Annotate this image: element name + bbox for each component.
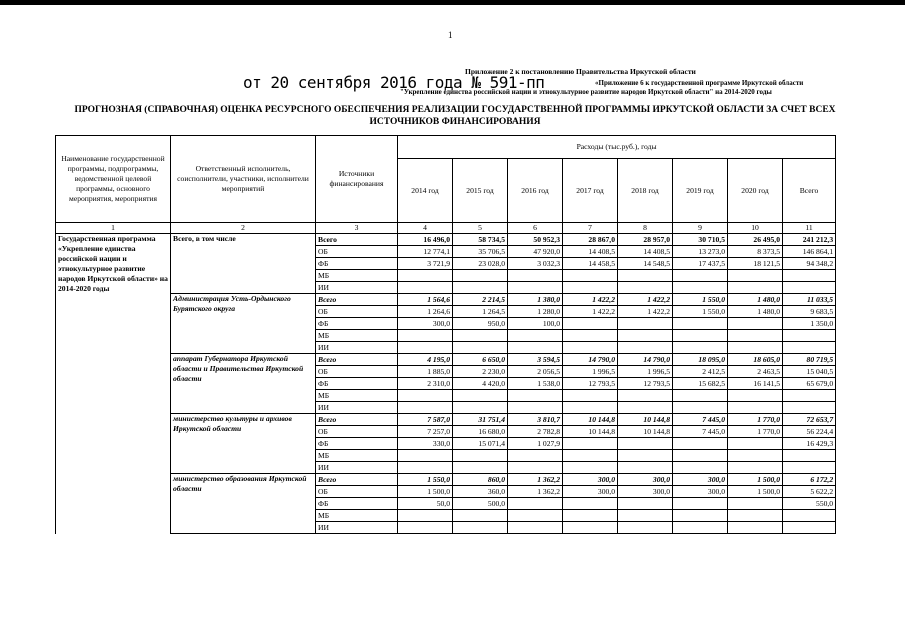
value-cell: 50 952,3 <box>508 234 563 246</box>
header-year: 2014 год <box>398 159 453 223</box>
value-cell: 860,0 <box>453 474 508 486</box>
value-cell: 31 751,4 <box>453 414 508 426</box>
value-cell <box>563 450 618 462</box>
source-cell: Всего <box>316 294 398 306</box>
source-cell: МБ <box>316 330 398 342</box>
column-number: 8 <box>618 223 673 234</box>
document-title: ПРОГНОЗНАЯ (СПРАВОЧНАЯ) ОЦЕНКА РЕСУРСНОГО ОБЕСПЕЧЕНИЯ РЕАЛИЗАЦИИ ГОСУДАРСТВЕННОЙ ПРОГРАММЫ ИРКУТСКОЙ ОБЛАСТИ ЗА СЧЕТ ВСЕХ ИСТОЧНИКОВ ФИНАНСИРОВАНИЯ <box>74 105 836 127</box>
source-cell: ИИ <box>316 462 398 474</box>
value-cell: 2 230,0 <box>453 366 508 378</box>
value-cell <box>728 522 783 534</box>
value-cell <box>563 270 618 282</box>
source-cell: ОБ <box>316 246 398 258</box>
value-cell: 7 587,0 <box>398 414 453 426</box>
source-cell: ОБ <box>316 486 398 498</box>
value-cell <box>673 450 728 462</box>
value-cell <box>673 282 728 294</box>
value-cell <box>398 510 453 522</box>
value-cell <box>618 438 673 450</box>
value-cell <box>783 330 836 342</box>
value-cell: 300,0 <box>618 486 673 498</box>
header-total: Всего <box>783 159 836 223</box>
value-cell <box>673 522 728 534</box>
source-cell: МБ <box>316 390 398 402</box>
value-cell: 500,0 <box>453 498 508 510</box>
value-cell: 50,0 <box>398 498 453 510</box>
value-cell: 2 310,0 <box>398 378 453 390</box>
value-cell <box>673 318 728 330</box>
value-cell: 3 032,3 <box>508 258 563 270</box>
value-cell <box>453 270 508 282</box>
value-cell: 1 280,0 <box>508 306 563 318</box>
value-cell: 1 550,0 <box>673 294 728 306</box>
value-cell <box>398 450 453 462</box>
value-cell: 1 362,2 <box>508 486 563 498</box>
value-cell <box>728 390 783 402</box>
value-cell: 1 422,2 <box>563 294 618 306</box>
value-cell <box>563 318 618 330</box>
table-row <box>56 354 836 366</box>
value-cell: 13 273,0 <box>673 246 728 258</box>
source-cell: Всего <box>316 474 398 486</box>
value-cell: 1 996,5 <box>563 366 618 378</box>
column-number: 11 <box>783 223 836 234</box>
value-cell <box>618 390 673 402</box>
value-cell: 30 710,5 <box>673 234 728 246</box>
value-cell <box>563 330 618 342</box>
table-row <box>56 414 836 426</box>
value-cell: 12 793,5 <box>563 378 618 390</box>
source-cell: Всего <box>316 414 398 426</box>
value-cell: 8 373,5 <box>728 246 783 258</box>
value-cell: 1 550,0 <box>673 306 728 318</box>
value-cell <box>453 342 508 354</box>
value-cell: 1 564,6 <box>398 294 453 306</box>
value-cell: 2 463,5 <box>728 366 783 378</box>
value-cell: 300,0 <box>563 474 618 486</box>
value-cell <box>563 462 618 474</box>
value-cell: 1 550,0 <box>398 474 453 486</box>
value-cell: 1 422,2 <box>618 294 673 306</box>
value-cell: 35 706,5 <box>453 246 508 258</box>
value-cell <box>783 510 836 522</box>
value-cell: 94 348,2 <box>783 258 836 270</box>
scan-top-border <box>0 0 905 5</box>
value-cell <box>398 270 453 282</box>
value-cell <box>673 498 728 510</box>
program-name-cell: Государственная программа «Укрепление единства российской нации и этнокультурное развитие народов Иркутской области» на 2014-2020 годы <box>56 234 171 534</box>
value-cell <box>728 450 783 462</box>
value-cell: 1 480,0 <box>728 294 783 306</box>
value-cell <box>398 282 453 294</box>
value-cell <box>618 510 673 522</box>
value-cell: 17 437,5 <box>673 258 728 270</box>
value-cell <box>618 330 673 342</box>
value-cell: 10 144,8 <box>618 414 673 426</box>
value-cell: 16 429,3 <box>783 438 836 450</box>
value-cell <box>563 282 618 294</box>
value-cell: 72 653,7 <box>783 414 836 426</box>
value-cell <box>728 330 783 342</box>
value-cell: 7 445,0 <box>673 426 728 438</box>
source-cell: МБ <box>316 510 398 522</box>
value-cell <box>508 498 563 510</box>
value-cell: 18 121,5 <box>728 258 783 270</box>
value-cell: 16 496,0 <box>398 234 453 246</box>
value-cell <box>728 270 783 282</box>
column-number: 9 <box>673 223 728 234</box>
header-year: 2020 год <box>728 159 783 223</box>
value-cell: 12 793,5 <box>618 378 673 390</box>
value-cell: 1 996,5 <box>618 366 673 378</box>
value-cell: 2 056,5 <box>508 366 563 378</box>
value-cell: 950,0 <box>453 318 508 330</box>
value-cell <box>728 282 783 294</box>
value-cell: 28 867,0 <box>563 234 618 246</box>
value-cell: 3 721,9 <box>398 258 453 270</box>
value-cell <box>563 390 618 402</box>
value-cell: 1 500,0 <box>728 474 783 486</box>
value-cell <box>783 390 836 402</box>
value-cell: 58 734,5 <box>453 234 508 246</box>
value-cell <box>508 282 563 294</box>
value-cell: 1 422,2 <box>618 306 673 318</box>
value-cell <box>563 498 618 510</box>
source-cell: ОБ <box>316 366 398 378</box>
value-cell: 18 605,0 <box>728 354 783 366</box>
decree-date-stamp: от 20 сентября 2016 года № 591-пп <box>243 73 545 92</box>
value-cell: 360,0 <box>453 486 508 498</box>
header-program-name: Наименование государственной программы, подпрограммы, ведомственной целевой программы, основного мероприятия, мероприятия <box>56 136 171 223</box>
resource-table <box>55 135 836 534</box>
value-cell <box>618 462 673 474</box>
value-cell <box>673 270 728 282</box>
value-cell: 3 810,7 <box>508 414 563 426</box>
value-cell <box>398 522 453 534</box>
source-cell: ИИ <box>316 342 398 354</box>
header-year: 2016 год <box>508 159 563 223</box>
value-cell <box>453 510 508 522</box>
value-cell: 80 719,5 <box>783 354 836 366</box>
value-cell: 1 027,9 <box>508 438 563 450</box>
value-cell <box>618 282 673 294</box>
value-cell <box>728 438 783 450</box>
value-cell <box>508 522 563 534</box>
value-cell <box>618 402 673 414</box>
value-cell <box>508 390 563 402</box>
value-cell <box>508 342 563 354</box>
value-cell <box>618 522 673 534</box>
value-cell <box>453 462 508 474</box>
source-cell: Всего <box>316 234 398 246</box>
source-cell: ФБ <box>316 318 398 330</box>
value-cell: 15 040,5 <box>783 366 836 378</box>
value-cell: 1 770,0 <box>728 414 783 426</box>
table-row <box>56 474 836 486</box>
value-cell <box>453 330 508 342</box>
value-cell: 16 680,0 <box>453 426 508 438</box>
value-cell <box>783 522 836 534</box>
value-cell: 1 500,0 <box>398 486 453 498</box>
value-cell <box>508 510 563 522</box>
value-cell: 5 622,2 <box>783 486 836 498</box>
header-year: 2019 год <box>673 159 728 223</box>
column-number: 4 <box>398 223 453 234</box>
column-number: 6 <box>508 223 563 234</box>
value-cell: 26 495,0 <box>728 234 783 246</box>
value-cell <box>563 342 618 354</box>
value-cell <box>398 342 453 354</box>
value-cell: 100,0 <box>508 318 563 330</box>
value-cell: 7 445,0 <box>673 414 728 426</box>
value-cell <box>673 330 728 342</box>
value-cell: 1 422,2 <box>563 306 618 318</box>
value-cell <box>398 330 453 342</box>
value-cell: 11 033,5 <box>783 294 836 306</box>
value-cell: 1 500,0 <box>728 486 783 498</box>
total-label-cell: Всего, в том числе <box>171 234 316 294</box>
source-cell: ФБ <box>316 438 398 450</box>
header-expenses: Расходы (тыс.руб.), годы <box>398 136 836 159</box>
value-cell: 14 790,0 <box>618 354 673 366</box>
value-cell <box>508 402 563 414</box>
executor-name-cell: Администрация Усть-Ордынского Бурятского округа <box>171 294 316 354</box>
value-cell <box>618 450 673 462</box>
value-cell: 241 212,3 <box>783 234 836 246</box>
value-cell: 300,0 <box>673 474 728 486</box>
value-cell: 6 650,0 <box>453 354 508 366</box>
value-cell <box>673 390 728 402</box>
value-cell <box>728 510 783 522</box>
value-cell: 1 770,0 <box>728 426 783 438</box>
value-cell <box>453 522 508 534</box>
executor-name-cell: аппарат Губернатора Иркутской области и Правительства Иркутской области <box>171 354 316 414</box>
value-cell: 1 362,2 <box>508 474 563 486</box>
value-cell: 12 774,1 <box>398 246 453 258</box>
value-cell <box>453 390 508 402</box>
value-cell <box>728 342 783 354</box>
value-cell <box>508 462 563 474</box>
header-year: 2018 год <box>618 159 673 223</box>
value-cell: 300,0 <box>398 318 453 330</box>
value-cell <box>673 342 728 354</box>
value-cell: 15 071,4 <box>453 438 508 450</box>
header-year: 2017 год <box>563 159 618 223</box>
value-cell <box>453 450 508 462</box>
source-cell: МБ <box>316 270 398 282</box>
value-cell <box>783 402 836 414</box>
value-cell: 2 214,5 <box>453 294 508 306</box>
value-cell <box>618 342 673 354</box>
value-cell: 4 420,0 <box>453 378 508 390</box>
value-cell <box>563 438 618 450</box>
value-cell <box>453 402 508 414</box>
source-cell: ИИ <box>316 282 398 294</box>
value-cell <box>563 510 618 522</box>
value-cell <box>508 330 563 342</box>
value-cell: 1 538,0 <box>508 378 563 390</box>
value-cell: 1 380,0 <box>508 294 563 306</box>
appendix-program-reference: «Приложение 6 к государственной программе Иркутской области <box>595 79 804 87</box>
value-cell <box>783 462 836 474</box>
column-number: 2 <box>171 223 316 234</box>
value-cell <box>398 402 453 414</box>
value-cell: 1 264,6 <box>398 306 453 318</box>
value-cell <box>783 282 836 294</box>
value-cell: 9 683,5 <box>783 306 836 318</box>
source-cell: ФБ <box>316 378 398 390</box>
value-cell: 1 885,0 <box>398 366 453 378</box>
value-cell <box>673 402 728 414</box>
table-row <box>56 234 836 246</box>
source-cell: Всего <box>316 354 398 366</box>
column-number: 3 <box>316 223 398 234</box>
value-cell <box>618 318 673 330</box>
source-cell: ОБ <box>316 426 398 438</box>
value-cell: 10 144,8 <box>563 414 618 426</box>
source-cell: ИИ <box>316 522 398 534</box>
value-cell <box>453 282 508 294</box>
source-cell: ИИ <box>316 402 398 414</box>
value-cell <box>563 402 618 414</box>
value-cell: 14 408,5 <box>563 246 618 258</box>
value-cell: 1 264,5 <box>453 306 508 318</box>
value-cell <box>783 450 836 462</box>
value-cell: 7 257,0 <box>398 426 453 438</box>
value-cell: 146 864,1 <box>783 246 836 258</box>
value-cell: 15 682,5 <box>673 378 728 390</box>
value-cell <box>618 498 673 510</box>
header-sources: Источники финансирования <box>316 136 398 223</box>
value-cell: 300,0 <box>618 474 673 486</box>
value-cell <box>673 462 728 474</box>
value-cell: 10 144,8 <box>563 426 618 438</box>
value-cell <box>563 522 618 534</box>
value-cell: 300,0 <box>563 486 618 498</box>
value-cell: 16 141,5 <box>728 378 783 390</box>
value-cell <box>728 498 783 510</box>
appendix-reference: Приложение 2 к постановлению Правительства Иркутской области <box>465 67 696 76</box>
value-cell: 10 144,8 <box>618 426 673 438</box>
value-cell: 28 957,0 <box>618 234 673 246</box>
source-cell: МБ <box>316 450 398 462</box>
table-row <box>56 294 836 306</box>
value-cell <box>783 342 836 354</box>
value-cell: 65 679,0 <box>783 378 836 390</box>
column-number: 10 <box>728 223 783 234</box>
header-executor: Ответственный исполнитель, соисполнители, участники, исполнители мероприятий <box>171 136 316 223</box>
value-cell: 3 594,5 <box>508 354 563 366</box>
column-number: 1 <box>56 223 171 234</box>
executor-name-cell: министерство культуры и архивов Иркутской области <box>171 414 316 474</box>
page-number: 1 <box>448 30 453 40</box>
value-cell: 550,0 <box>783 498 836 510</box>
value-cell <box>398 390 453 402</box>
value-cell: 14 458,5 <box>563 258 618 270</box>
value-cell <box>783 270 836 282</box>
column-number: 5 <box>453 223 508 234</box>
value-cell: 14 408,5 <box>618 246 673 258</box>
value-cell: 56 224,4 <box>783 426 836 438</box>
value-cell: 2 782,8 <box>508 426 563 438</box>
column-number: 7 <box>563 223 618 234</box>
value-cell: 18 095,0 <box>673 354 728 366</box>
value-cell <box>508 270 563 282</box>
value-cell <box>728 402 783 414</box>
value-cell <box>728 462 783 474</box>
value-cell: 1 350,0 <box>783 318 836 330</box>
value-cell <box>728 318 783 330</box>
value-cell: 2 412,5 <box>673 366 728 378</box>
value-cell: 4 195,0 <box>398 354 453 366</box>
appendix-program-name: "Укрепление единства российской нации и этнокультурное развитие народов Иркутской области" на 2014-2020 годы <box>400 88 772 96</box>
value-cell <box>508 450 563 462</box>
source-cell: ФБ <box>316 498 398 510</box>
value-cell <box>673 510 728 522</box>
value-cell <box>618 270 673 282</box>
executor-name-cell: министерство образования Иркутской области <box>171 474 316 534</box>
value-cell: 300,0 <box>673 486 728 498</box>
source-cell: ОБ <box>316 306 398 318</box>
value-cell <box>673 438 728 450</box>
value-cell: 14 548,5 <box>618 258 673 270</box>
value-cell: 23 028,0 <box>453 258 508 270</box>
value-cell: 330,0 <box>398 438 453 450</box>
value-cell <box>398 462 453 474</box>
value-cell: 14 790,0 <box>563 354 618 366</box>
value-cell: 47 920,0 <box>508 246 563 258</box>
source-cell: ФБ <box>316 258 398 270</box>
value-cell: 6 172,2 <box>783 474 836 486</box>
header-year: 2015 год <box>453 159 508 223</box>
value-cell: 1 480,0 <box>728 306 783 318</box>
